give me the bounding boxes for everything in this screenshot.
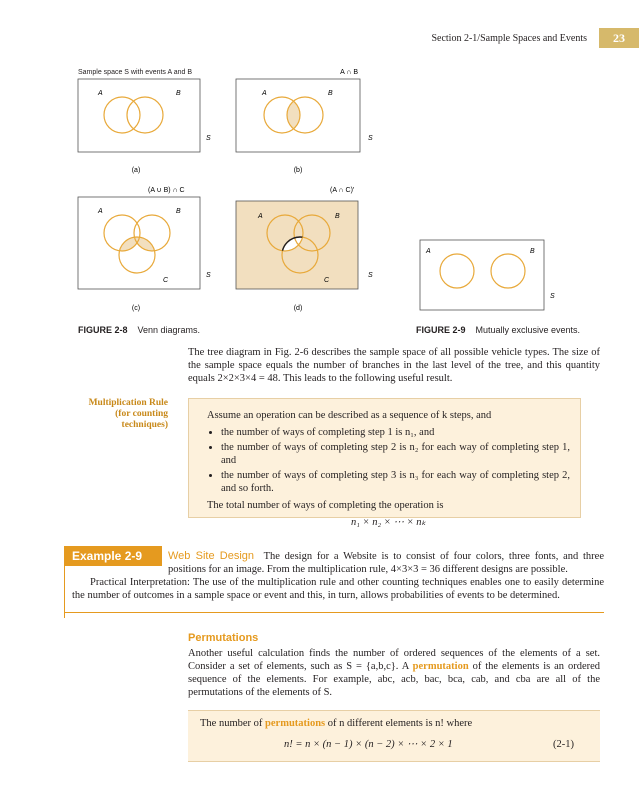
venn-a-label-s: S bbox=[206, 135, 211, 142]
venn-diagram-d bbox=[236, 187, 373, 312]
side-label-line-1: Multiplication Rule bbox=[88, 398, 168, 408]
permutations-para-part-1: Another useful calculation finds the number of ordered sequences of the elements of a set. Consider a set of elements, such as S = {a,b,c}. A bbox=[188, 648, 600, 672]
venn-e-label-a: A bbox=[426, 248, 431, 255]
venn-diagram-c bbox=[78, 187, 211, 312]
figure-2-9-caption bbox=[416, 325, 580, 335]
venn-a-label-b: B bbox=[176, 90, 181, 97]
rule-bullet-2: • the number of ways of completing step 2 is n₂ for each way of completing step 1, and bbox=[221, 441, 570, 467]
permutations-heading: Permutations bbox=[188, 632, 259, 644]
venn-c-sublabel: (c) bbox=[131, 305, 141, 312]
venn-diagram-b bbox=[236, 69, 373, 174]
venn-d-top-label: (A ∩ C)′ bbox=[330, 187, 355, 194]
venn-c-label-c: C bbox=[163, 277, 169, 284]
permutations-para-part-2: of the elements is an ordered sequence of the elements. For example, abc, acb, bac, bca, cab, and cba are all of the permutations of the elements of S. bbox=[188, 661, 601, 698]
permutation-box-sentence bbox=[200, 717, 588, 730]
figure-2-8-caption-text: Venn diagrams. bbox=[137, 325, 201, 335]
rule-conclusion: The total number of ways of completing the operation is bbox=[207, 500, 444, 511]
permutation-formula-row bbox=[200, 738, 588, 751]
example-text: The design for a Website is to consist of four colors, three fonts, and three positions for an image. From the multiplication rule, 4×3×3 = 36 different designs are possible. bbox=[168, 551, 605, 575]
figure-2-8-caption-label: FIGURE 2-8 bbox=[78, 325, 128, 335]
venn-a-sample-space bbox=[78, 79, 200, 152]
section-title: Section 2-1/Sample Spaces and Events bbox=[431, 32, 587, 44]
venn-d-label-a: A bbox=[258, 213, 263, 220]
page-number: 23 bbox=[599, 28, 639, 48]
example-interpretation: Practical Interpretation: The use of the multiplication rule and other counting techniques enables one to easily determine the number of outcomes in a sample space or event and this, in turn, allows probabilities of events to be determined. bbox=[72, 577, 604, 601]
venn-b-label-b: B bbox=[328, 90, 333, 97]
permutations-paragraph bbox=[188, 647, 600, 699]
side-label-line-3: techniques) bbox=[121, 420, 168, 430]
example-bottom-rule bbox=[64, 612, 604, 613]
venn-d-label-s: S bbox=[368, 272, 373, 279]
permutation-box-part-2: of n different elements is n! where bbox=[327, 718, 473, 729]
venn-e-sample-space bbox=[420, 240, 544, 310]
venn-c-label-b: B bbox=[176, 208, 181, 215]
venn-c-top-label: (A ∪ B) ∩ C bbox=[148, 187, 185, 194]
venn-d-label-b: B bbox=[335, 213, 340, 220]
venn-d-label-c: C bbox=[324, 277, 330, 284]
permutation-keyword: permutation bbox=[412, 661, 469, 672]
permutation-box-part-1: The number of bbox=[200, 718, 263, 729]
venn-a-top-label: Sample space S with events A and B bbox=[78, 69, 193, 76]
permutation-formula-box bbox=[188, 710, 600, 762]
venn-c-label-s: S bbox=[206, 272, 211, 279]
venn-c-label-a: A bbox=[98, 208, 103, 215]
intro-paragraph: The tree diagram in Fig. 2-6 describes the sample space of all possible vehicle types. The size of the sample space equals the number of branches in the last level of the tree, and this quantity equals 2×2×3×4 = 48. This leads to the following useful result. bbox=[188, 347, 600, 384]
rule-bullet-1: • the number of ways of completing step 1 is n₁, and bbox=[221, 426, 570, 439]
rule-bullet-list bbox=[207, 426, 570, 495]
venn-b-label-a: A bbox=[262, 90, 267, 97]
venn-diagram-a bbox=[78, 69, 211, 174]
example-title: Web Site Design bbox=[168, 550, 255, 562]
equation-number: (2-1) bbox=[553, 739, 574, 750]
figure-2-9-caption-text: Mutually exclusive events. bbox=[475, 325, 581, 335]
multiplication-rule-box bbox=[188, 398, 581, 528]
permutation-formula: n! = n × (n − 1) × (n − 2) × ⋯ × 2 × 1 bbox=[284, 739, 453, 750]
permutations-box-keyword: permutations bbox=[265, 718, 326, 729]
example-tab: Example 2-9 bbox=[64, 546, 162, 566]
venn-b-label-s: S bbox=[368, 135, 373, 142]
rule-formula: n₁ × n₂ × ⋯ × nₖ bbox=[350, 517, 427, 528]
venn-figures bbox=[0, 0, 639, 320]
venn-d-sublabel: (d) bbox=[293, 305, 303, 312]
venn-e-label-b: B bbox=[530, 248, 535, 255]
example-body bbox=[168, 550, 604, 576]
venn-a-sublabel: (a) bbox=[131, 167, 141, 174]
rule-intro: Assume an operation can be described as a sequence of k steps, and bbox=[207, 410, 492, 421]
multiplication-rule-side-label bbox=[76, 398, 168, 431]
side-label-line-2: (for counting bbox=[115, 409, 168, 419]
venn-b-top-label: A ∩ B bbox=[340, 69, 358, 76]
venn-b-sublabel: (b) bbox=[293, 167, 303, 174]
rule-bullet-3: • the number of ways of completing step 3 is n₃ for each way of completing step 2, and so forth. bbox=[221, 469, 570, 495]
venn-e-label-s: S bbox=[550, 293, 555, 300]
figure-2-9-caption-label: FIGURE 2-9 bbox=[416, 325, 466, 335]
venn-diagram-mutually-exclusive bbox=[420, 240, 555, 310]
figure-2-8-caption bbox=[78, 325, 200, 335]
venn-a-label-a: A bbox=[98, 90, 103, 97]
